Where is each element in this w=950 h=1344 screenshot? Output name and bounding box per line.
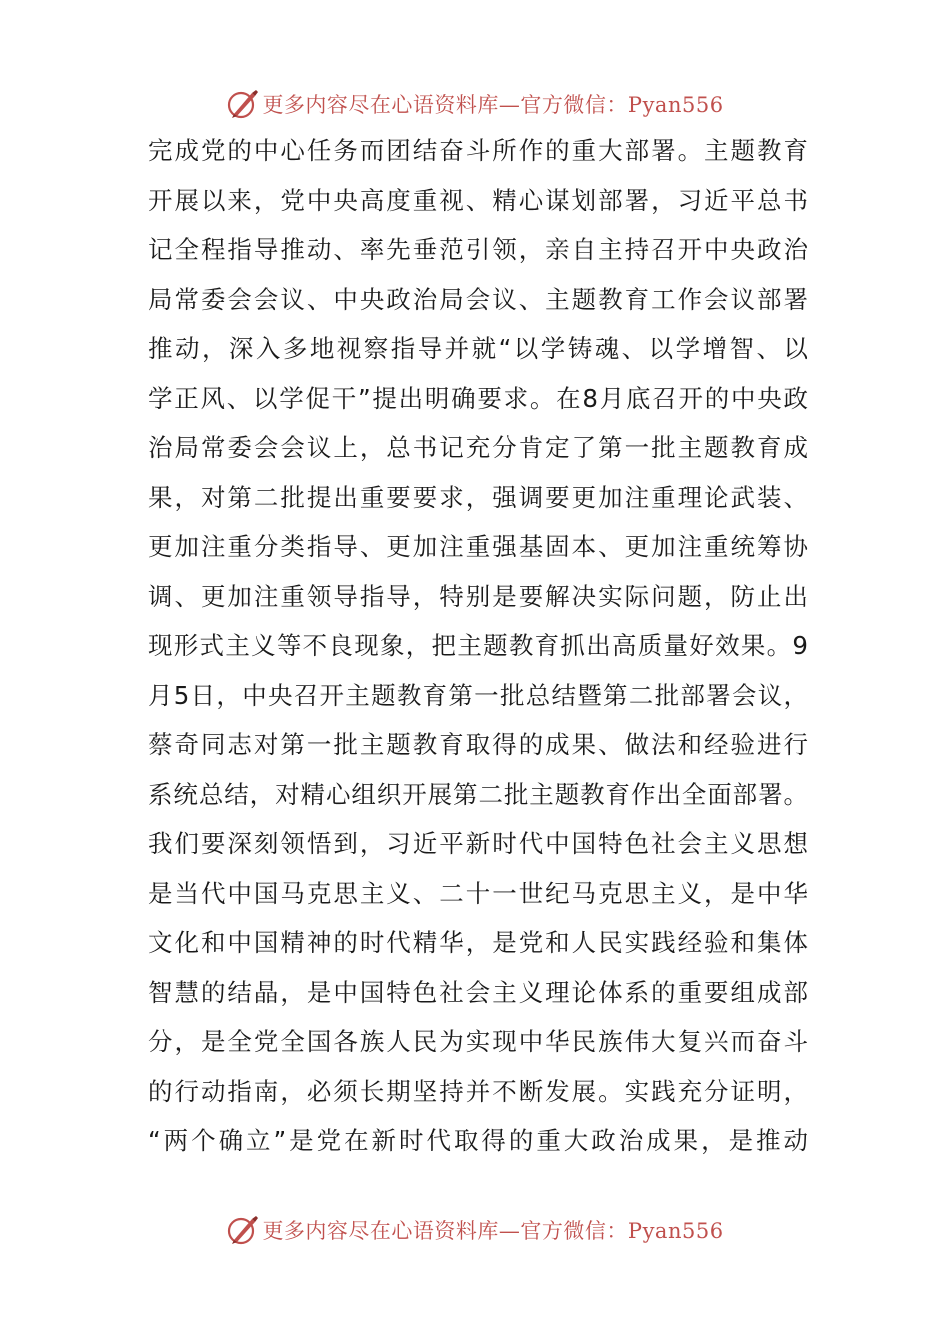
body-line: 的行动指南，必须长期坚持并不断发展。实践充分证明， xyxy=(148,1076,808,1106)
body-line: 文化和中国精神的时代精华，是党和人民实践经验和集体 xyxy=(148,928,808,957)
body-line: 分，是全党全国各族人民为实现中华民族伟大复兴而奋斗 xyxy=(148,1027,808,1056)
header-banner xyxy=(0,84,950,124)
body-line: 推动，深入多地视察指导并就“以学铸魂、以学增智、以 xyxy=(148,334,808,363)
footer-banner xyxy=(0,1210,950,1250)
body-line: 果，对第二批提出重要要求，强调要更加注重理论武装、 xyxy=(148,482,808,512)
footer-text: 更多内容尽在心语资料库—官方微信：Pyan556 xyxy=(262,1219,724,1243)
body-line: 是当代中国马克思主义、二十一世纪马克思主义，是中华 xyxy=(148,878,808,908)
pen-in-circle-icon xyxy=(226,1213,260,1247)
body-line: 现形式主义等不良现象，把主题教育抓出高质量好效果。9 xyxy=(148,631,808,660)
body-line: 治局常委会会议上，总书记充分肯定了第一批主题教育成 xyxy=(148,433,808,462)
pen-in-circle-icon xyxy=(226,87,260,121)
body-line: 调、更加注重领导指导，特别是要解决实际问题，防止出 xyxy=(148,581,808,611)
body-line: “两个确立”是党在新时代取得的重大政治成果，是推动 xyxy=(148,1126,808,1155)
body-line: 学正风、以学促干”提出明确要求。在8月底召开的中央政 xyxy=(148,383,808,413)
body-line: 局常委会会议、中央政治局会议、主题教育工作会议部署 xyxy=(148,284,808,314)
body-line: 完成党的中心任务而团结奋斗所作的重大部署。主题教育 xyxy=(148,136,808,165)
body-line: 我们要深刻领悟到，习近平新时代中国特色社会主义思想 xyxy=(148,829,808,858)
body-line: 月5日，中央召开主题教育第一批总结暨第二批部署会议， xyxy=(148,680,808,710)
document-body xyxy=(148,126,808,1166)
body-line: 开展以来，党中央高度重视、精心谋划部署，习近平总书 xyxy=(148,185,808,215)
body-line: 智慧的结晶，是中国特色社会主义理论体系的重要组成部 xyxy=(148,977,808,1007)
body-line: 更加注重分类指导、更加注重强基固本、更加注重统筹协 xyxy=(148,532,808,561)
header-text: 更多内容尽在心语资料库—官方微信：Pyan556 xyxy=(262,93,724,117)
body-line: 记全程指导推动、率先垂范引领，亲自主持召开中央政治 xyxy=(148,235,808,264)
body-line: 系统总结，对精心组织开展第二批主题教育作出全面部署。 xyxy=(148,779,808,809)
body-line: 蔡奇同志对第一批主题教育取得的成果、做法和经验进行 xyxy=(148,730,808,759)
